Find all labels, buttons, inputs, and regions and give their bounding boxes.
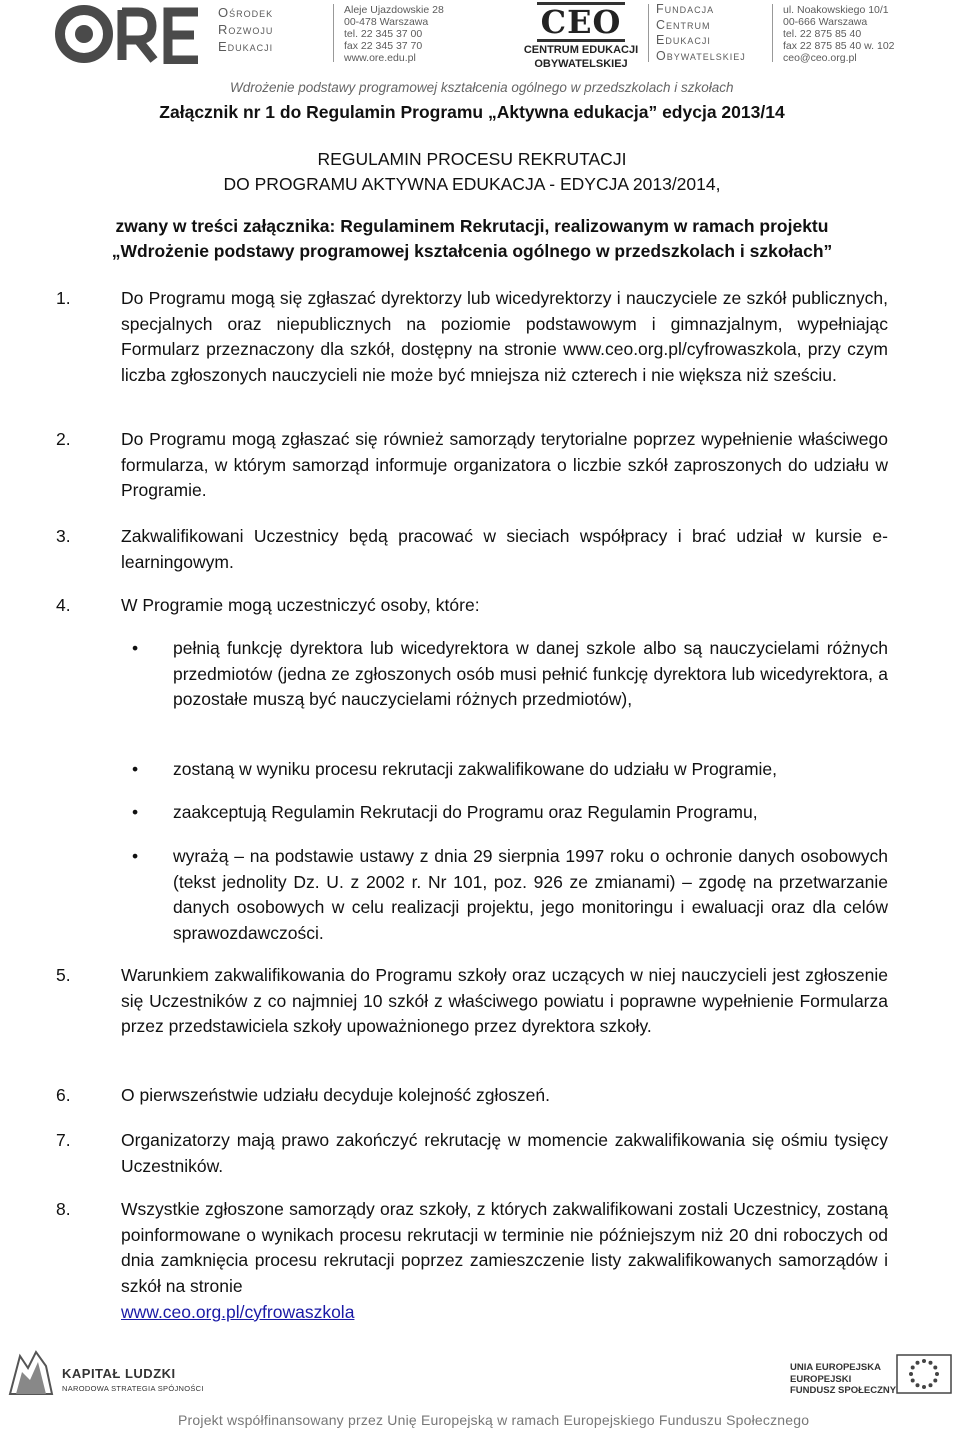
fundacja-name-line: Fundacja xyxy=(656,2,715,16)
item-text: O pierwszeństwie udziału decyduje kolejność zgłoszeń. xyxy=(121,1085,550,1105)
address-line: ul. Noakowskiego 10/1 xyxy=(783,4,889,16)
bullet-text: zostaną w wyniku procesu rekrutacji zakwalifikowane do udziału w Programie, xyxy=(173,759,778,779)
project-tagline: Wdrożenie podstawy programowej kształcenia ogólnego w przedszkolach i szkołach xyxy=(230,80,734,95)
item-text: Zakwalifikowani Uczestnicy będą pracować w sieciach współpracy i brać udział w kursie e-learningowym. xyxy=(121,526,888,572)
list-item xyxy=(56,524,888,575)
bullet-item xyxy=(132,800,888,826)
list-item xyxy=(56,286,888,389)
kapital-ludzki-title: KAPITAŁ LUDZKI xyxy=(62,1366,176,1381)
intro-text xyxy=(56,214,888,264)
ceo-logo-text: CEO xyxy=(537,2,626,42)
address-line: fax 22 875 85 40 w. 102 xyxy=(783,40,895,52)
eu-flag-icon xyxy=(896,1354,952,1399)
item-number: 7. xyxy=(56,1130,71,1150)
item-text: Do Programu mogą zgłaszać się również samorządy terytorialne poprzez wypełnienie właściwego formularza, w którym samorząd informuje organizatora o liczbie szkół zaproszonych do udziału w Programie. xyxy=(121,429,888,501)
item-number: 6. xyxy=(56,1085,71,1105)
item-number: 1. xyxy=(56,288,71,308)
bullet-marker: • xyxy=(132,759,139,779)
address-line: ceo@ceo.org.pl xyxy=(783,52,857,64)
bullet-marker: • xyxy=(132,638,139,658)
kapital-ludzki-logo xyxy=(6,1350,56,1405)
item-text-body: Wszystkie zgłoszone samorządy oraz szkoły, z których zakwalifikowani zostali Uczestnicy, zostaną poinformowane o wynikach procesu rekrutacji w terminie nie późniejszym niż 20 dni roboczych od dnia zamknięcia procesu rekrutacji poprzez zamieszczenie listy zakwalifikowanych samorządów i szkół na stronie xyxy=(121,1199,888,1297)
ore-name xyxy=(218,4,273,55)
item-number: 3. xyxy=(56,526,71,546)
bullet-text: zaakceptują Regulamin Rekrutacji do Programu oraz Regulamin Programu, xyxy=(173,802,758,822)
item-number: 8. xyxy=(56,1199,71,1219)
list-item xyxy=(56,427,888,504)
intro-line: „Wdrożenie podstawy programowej kształcenia ogólnego w przedszkolach i szkołach” xyxy=(111,241,833,261)
eu-fund-line: UNIA EUROPEJSKA xyxy=(790,1362,881,1373)
fundacja-name-line: Obywatelskiej xyxy=(656,48,746,63)
ceo-logo xyxy=(520,2,642,70)
bullet-marker: • xyxy=(132,802,139,822)
annex-title: Załącznik nr 1 do Regulamin Programu „Aktywna edukacja” edycja 2013/14 xyxy=(159,102,785,122)
item-number: 2. xyxy=(56,429,71,449)
eu-fund-label xyxy=(790,1362,896,1397)
address-line: tel. 22 345 37 00 xyxy=(344,28,423,40)
list-item xyxy=(56,1083,888,1109)
bullet-item xyxy=(132,636,888,713)
ore-name-line: Ośrodek xyxy=(218,5,274,20)
ore-name-line: Rozwoju xyxy=(218,22,274,37)
list-item xyxy=(56,1128,888,1179)
bullet-text: pełnią funkcję dyrektora lub wicedyrektora w danej szkole albo są nauczycielami różnych przedmiotów (jedna ze zgłoszonych osób musi pełnić funkcję dyrektora lub wicedyrektora, a pozostałe muszą być nauczycielami różnych przedmiotów), xyxy=(173,638,888,710)
address-line: www.ore.edu.pl xyxy=(344,52,416,64)
regulation-title-line: REGULAMIN PROCESU REKRUTACJI xyxy=(317,149,627,169)
ore-address xyxy=(344,4,444,64)
fundacja-name-line: Centrum xyxy=(656,17,711,32)
item-text: W Programie mogą uczestniczyć osoby, które: xyxy=(121,595,480,615)
letterhead xyxy=(0,0,960,100)
page-footer xyxy=(0,1340,960,1438)
address-line: Aleje Ujazdowskie 28 xyxy=(344,4,444,16)
list-item xyxy=(56,1197,888,1326)
intro-line: zwany w treści załącznika: Regulaminem Rekrutacji, realizowanym w ramach projektu xyxy=(115,216,829,236)
address-line: 00-666 Warszawa xyxy=(783,16,868,28)
item-text: Do Programu mogą się zgłaszać dyrektorzy lub wicedyrektorzy i nauczyciele ze szkół publicznych, specjalnych oraz niepublicznych na poziomie podstawowym i gimnazjalnym, wypełniając Formularz przeznaczony dla szkół, dostępny na stronie www.ceo.org.pl/cyfrowaszkola, przy czym liczba zgłoszonych nauczycieli nie może być mniejsza niż czterech i nie większa niż sześciu. xyxy=(121,288,888,386)
item-number: 5. xyxy=(56,965,71,985)
bullet-item xyxy=(132,844,888,947)
item-text: Organizatorzy mają prawo zakończyć rekrutację w momencie zakwalifikowania się ośmiu tysięcy Uczestników. xyxy=(121,1130,888,1176)
header-divider xyxy=(333,4,334,62)
list-item xyxy=(56,593,888,619)
ceo-logo-subline: OBYWATELSKIEJ xyxy=(534,58,628,70)
eu-fund-line: EUROPEJSKI xyxy=(790,1373,852,1385)
item-number: 4. xyxy=(56,595,71,615)
cyfrowaszkola-link[interactable]: www.ceo.org.pl/cyfrowaszkola xyxy=(121,1301,355,1322)
fundacja-name xyxy=(656,2,746,64)
cofinancing-note: Projekt współfinansowany przez Unię Europejską w ramach Europejskiego Funduszu Społecznego xyxy=(178,1412,810,1428)
bullet-marker: • xyxy=(132,846,139,866)
header-divider xyxy=(772,4,773,62)
list-item xyxy=(56,963,888,1040)
address-line: 00-478 Warszawa xyxy=(344,16,429,28)
ore-logo xyxy=(54,4,204,69)
bullet-item xyxy=(132,757,888,783)
item-text: Warunkiem zakwalifikowania do Programu szkoły oraz uczących w niej nauczycieli jest zgłoszenie się Uczestników z co najmniej 10 szkół z właściwego powiatu i poprawne wypełnienie Formularza przez przedstawiciela szkoły upoważnionego przez dyrektora szkoły. xyxy=(121,965,888,1037)
eu-fund-line: FUNDUSZ SPOŁECZNY xyxy=(790,1385,897,1396)
item-text xyxy=(121,1197,888,1326)
ceo-logo-subline: CENTRUM EDUKACJI xyxy=(523,44,639,56)
header-divider xyxy=(648,4,649,62)
address-line: fax 22 345 37 70 xyxy=(344,40,423,52)
fundacja-address xyxy=(783,4,895,64)
regulation-title xyxy=(56,147,888,197)
fundacja-name-line: Edukacji xyxy=(656,33,711,47)
regulation-title-line: DO PROGRAMU AKTYWNA EDUKACJA - EDYCJA 2013/2014, xyxy=(223,174,721,194)
kapital-ludzki-subtitle: NARODOWA STRATEGIA SPÓJNOŚCI xyxy=(62,1384,204,1393)
address-line: tel. 22 875 85 40 xyxy=(783,28,862,40)
ore-name-line: Edukacji xyxy=(218,39,274,54)
bullet-text: wyrażą – na podstawie ustawy z dnia 29 sierpnia 1997 roku o ochronie danych osobowych (tekst jednolity Dz. U. z 2002 r. Nr 101, poz. 926 ze zmianami) – zgodę na przetwarzanie danych osobowych w celu realizacji projektu, jego monitoringu i ewaluacji oraz dla celów sprawozdawczości. xyxy=(173,846,888,944)
